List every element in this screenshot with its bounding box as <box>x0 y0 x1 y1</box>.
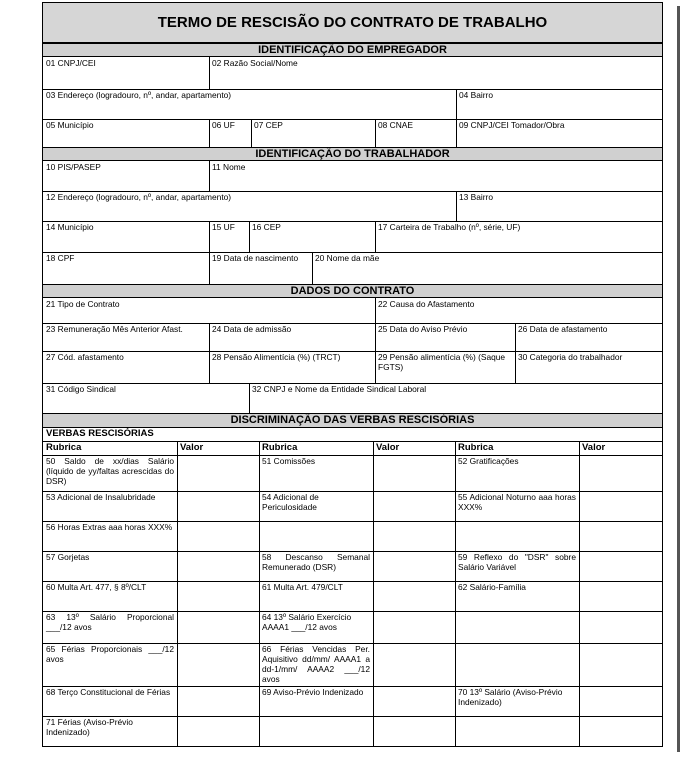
col-header-rubrica-2: Rubrica <box>262 442 298 453</box>
rule-line <box>209 119 210 147</box>
rubrica-55: 55 Adicional Noturno aaa horas XXX% <box>458 492 576 512</box>
rule-line <box>43 441 662 442</box>
field-06-uf[interactable]: 06 UF <box>212 120 235 130</box>
rubrica-69: 69 Aviso-Prévio Indenizado <box>262 687 364 697</box>
rubrica-62: 62 Salário-Família <box>458 582 526 592</box>
rubrica-57: 57 Gorjetas <box>46 552 90 562</box>
rule-line <box>43 686 662 687</box>
field-04-bairro[interactable]: 04 Bairro <box>459 90 493 100</box>
rule-line <box>43 89 662 90</box>
rule-line <box>209 323 210 383</box>
col-header-valor-2: Valor <box>376 442 400 453</box>
rubrica-51: 51 Comissões <box>262 456 316 466</box>
field-09-cnpj-tomador[interactable]: 09 CNPJ/CEI Tomador/Obra <box>459 120 565 130</box>
rule-line <box>209 57 210 89</box>
rule-line <box>515 323 516 383</box>
rule-line <box>249 221 250 252</box>
rule-line <box>456 89 457 147</box>
form-title: TERMO DE RESCISÃO DO CONTRATO DE TRABALHO <box>43 3 662 43</box>
field-21-tipo-contrato[interactable]: 21 Tipo de Contrato <box>46 299 120 309</box>
rule-line <box>43 521 662 522</box>
field-25-data-aviso-previo[interactable]: 25 Data do Aviso Prévio <box>378 324 468 334</box>
field-11-nome[interactable]: 11 Nome <box>212 162 246 172</box>
rule-line <box>177 441 178 746</box>
field-01-cnpj-cei[interactable]: 01 CNPJ/CEI <box>46 58 96 68</box>
rule-line <box>375 221 376 252</box>
rule-line <box>249 383 250 413</box>
rule-line <box>251 119 252 147</box>
section-contract: DADOS DO CONTRATO <box>43 284 662 298</box>
col-header-valor-1: Valor <box>180 442 204 453</box>
trct-form <box>42 2 663 747</box>
rule-line <box>455 441 456 746</box>
rule-line <box>259 441 260 746</box>
rule-line <box>375 119 376 147</box>
field-29-pensao-fgts[interactable]: 29 Pensão alimentícia (%) (Saque FGTS) <box>378 352 506 372</box>
page-shadow <box>677 6 680 752</box>
rubrica-59: 59 Reflexo do "DSR" sobre Salário Variável <box>458 552 576 572</box>
field-27-cod-afastamento[interactable]: 27 Cód. afastamento <box>46 352 124 362</box>
rule-line <box>209 221 210 284</box>
field-07-cep[interactable]: 07 CEP <box>254 120 283 130</box>
field-20-nome-mae[interactable]: 20 Nome da mãe <box>315 253 380 263</box>
field-22-causa-afastamento[interactable]: 22 Causa do Afastamento <box>378 299 475 309</box>
rule-line <box>43 455 662 456</box>
field-15-uf[interactable]: 15 UF <box>212 222 235 232</box>
rule-line <box>43 491 662 492</box>
rubrica-56: 56 Horas Extras aaa horas XXX% <box>46 522 173 532</box>
rubrica-50: 50 Saldo de xx/dias Salário (líquido de yy/faltas acrescidas do DSR) <box>46 456 174 486</box>
rule-line <box>43 551 662 552</box>
rule-line <box>579 441 580 746</box>
col-header-rubrica-3: Rubrica <box>458 442 494 453</box>
rubrica-53: 53 Adicional de Insalubridade <box>46 492 156 502</box>
section-verbas: DISCRIMINAÇÃO DAS VERBAS RESCISÓRIAS <box>43 413 662 428</box>
rule-line <box>43 643 662 644</box>
rule-line <box>43 119 662 120</box>
rule-line <box>43 221 662 222</box>
field-16-cep[interactable]: 16 CEP <box>252 222 281 232</box>
field-17-carteira-trabalho[interactable]: 17 Carteira de Trabalho (nº, série, UF) <box>378 222 521 232</box>
rubrica-60: 60 Multa Art. 477, § 8º/CLT <box>46 582 147 592</box>
rubrica-63: 63 13º Salário Proporcional ___/12 avos <box>46 612 174 632</box>
col-header-rubrica-1: Rubrica <box>46 442 82 453</box>
rubrica-71: 71 Férias (Aviso-Prévio Indenizado) <box>46 717 133 737</box>
field-26-data-afastamento[interactable]: 26 Data de afastamento <box>518 324 608 334</box>
section-worker: IDENTIFICAÇÃO DO TRABALHADOR <box>43 147 662 161</box>
rubrica-61: 61 Multa Art. 479/CLT <box>262 582 343 592</box>
rubrica-58: 58 Descanso Semanal Remunerado (DSR) <box>262 552 370 572</box>
field-05-municipio[interactable]: 05 Município <box>46 120 94 130</box>
field-18-cpf[interactable]: 18 CPF <box>46 253 75 263</box>
field-23-remuneracao[interactable]: 23 Remuneração Mês Anterior Afast. <box>46 324 183 334</box>
col-header-valor-3: Valor <box>582 442 606 453</box>
rule-line <box>43 716 662 717</box>
rubrica-65: 65 Férias Proporcionais ___/12 avos <box>46 644 174 664</box>
rubrica-66: 66 Férias Vencidas Per. Aquisitivo dd/mm/ AAAA1 a dd-1/mm/ AAAA2 ___/12 avos <box>262 644 370 684</box>
rubrica-64: 64 13º Salário Exercício AAAA1 ___/12 avos <box>262 612 352 632</box>
field-28-pensao-trct[interactable]: 28 Pensão Alimentícia (%) (TRCT) <box>212 352 341 362</box>
field-12-endereco[interactable]: 12 Endereço (logradouro, nº, andar, apartamento) <box>46 192 232 202</box>
verbas-subtitle: VERBAS RESCISÓRIAS <box>46 428 154 439</box>
field-31-codigo-sindical[interactable]: 31 Código Sindical <box>46 384 116 394</box>
rule-line <box>373 441 374 746</box>
field-03-endereco[interactable]: 03 Endereço (logradouro, nº, andar, apartamento) <box>46 90 232 100</box>
rule-line <box>456 191 457 221</box>
field-32-entidade-sindical[interactable]: 32 CNPJ e Nome da Entidade Sindical Laboral <box>252 384 427 394</box>
field-14-municipio[interactable]: 14 Município <box>46 222 94 232</box>
field-10-pis-pasep[interactable]: 10 PIS/PASEP <box>46 162 101 172</box>
rule-line <box>43 191 662 192</box>
rubrica-70: 70 13º Salário (Aviso-Prévio Indenizado) <box>458 687 563 707</box>
rubrica-68: 68 Terço Constitucional de Férias <box>46 687 171 697</box>
field-30-categoria[interactable]: 30 Categoria do trabalhador <box>518 352 623 362</box>
rubrica-54: 54 Adicional de Periculosidade <box>262 492 319 512</box>
field-02-razao-social[interactable]: 02 Razão Social/Nome <box>212 58 298 68</box>
rule-line <box>43 323 662 324</box>
rule-line <box>43 252 662 253</box>
rule-line <box>43 351 662 352</box>
rule-line <box>312 252 313 284</box>
rubrica-52: 52 Gratificações <box>458 456 519 466</box>
field-19-data-nascimento[interactable]: 19 Data de nascimento <box>212 253 299 263</box>
rule-line <box>209 161 210 191</box>
field-08-cnae[interactable]: 08 CNAE <box>378 120 413 130</box>
rule-line <box>43 611 662 612</box>
rule-line <box>43 383 662 384</box>
rule-line <box>43 581 662 582</box>
field-13-bairro[interactable]: 13 Bairro <box>459 192 493 202</box>
section-employer: IDENTIFICAÇÃO DO EMPREGADOR <box>43 43 662 57</box>
field-24-data-admissao[interactable]: 24 Data de admissão <box>212 324 292 334</box>
rule-line <box>375 298 376 383</box>
